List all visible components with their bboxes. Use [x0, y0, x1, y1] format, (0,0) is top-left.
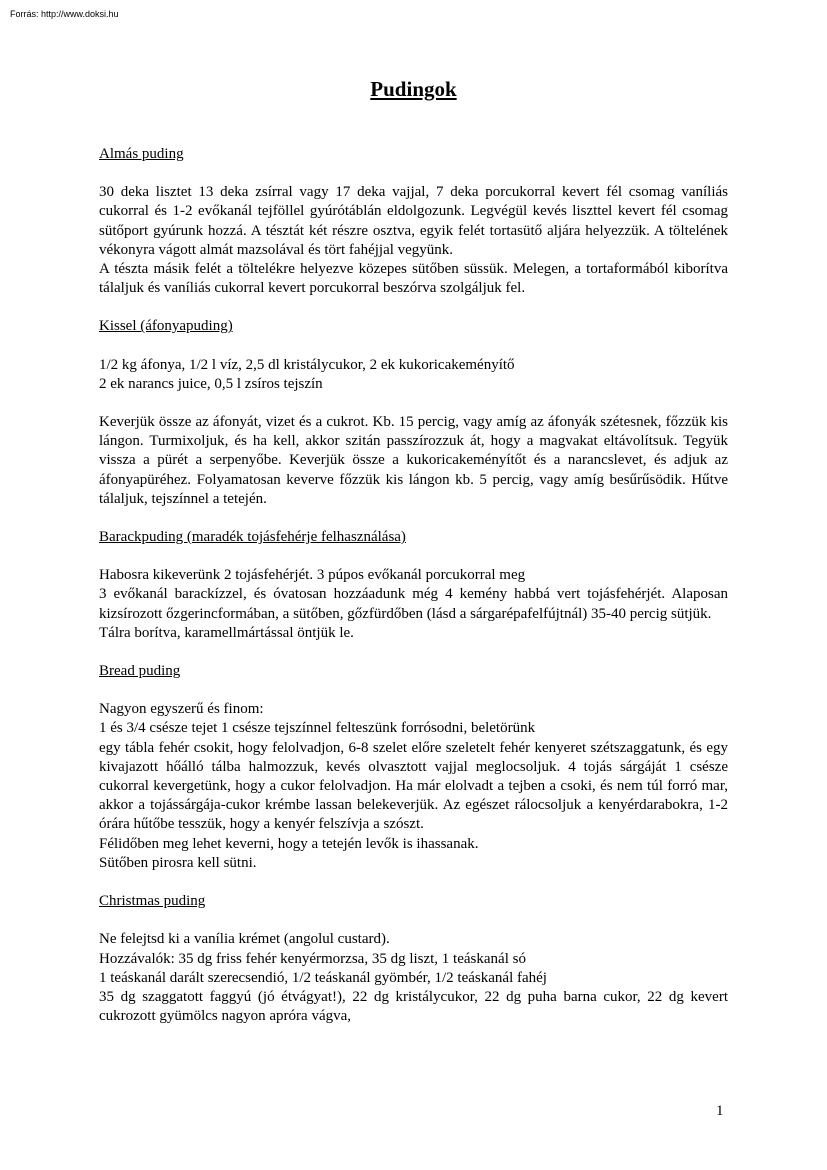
section-heading: Almás puding: [99, 146, 184, 162]
document-body: [99, 145, 728, 1026]
paragraph: 35 dg szaggatott faggyú (jó étvágyat!), 22 dg kristálycukor, 22 dg puha barna cukor, 22 dg kevert cukrozott gyümölcs nagyon apróra vágva,: [99, 988, 728, 1025]
text-line: Tálra borítva, karamellmártással öntjük le.: [99, 624, 354, 641]
section-barackpuding: [99, 528, 728, 643]
text-line: Félidőben meg lehet keverni, hogy a tetején levők is ihassanak.: [99, 835, 479, 852]
ingredient-line: 1/2 kg áfonya, 1/2 l víz, 2,5 dl kristálycukor, 2 ek kukoricakeményítő: [99, 356, 515, 373]
text-line: 1 és 3/4 csésze tejet 1 csésze tejszínnel felteszünk forrósodni, beletörünk: [99, 720, 536, 737]
section-christmas-puding: [99, 892, 728, 1026]
section-heading: Bread puding: [99, 663, 181, 680]
text-line: 1 teáskanál darált szerecsendió, 1/2 teáskanál gyömbér, 1/2 teáskanál fahéj: [99, 969, 547, 986]
page-number: 1: [716, 1103, 724, 1119]
paragraph: 3 evőkanál barackízzel, és óvatosan hozzáadunk még 4 kemény habbá vert tojásfehérjét. Alaposan kizsírozott őzgerincformában, a sütőben, gőzfürdőben (lásd a sárgarépafelfújtnál) 35-40 percig sütjük.: [99, 586, 728, 622]
section-kissel: [99, 317, 728, 509]
section-heading: Barackpuding (maradék tojásfehérje felhasználása): [99, 529, 406, 546]
text-line: Hozzávalók: 35 dg friss fehér kenyérmorzsa, 35 dg liszt, 1 teáskanál só: [99, 950, 526, 967]
text-line: Nagyon egyszerű és finom:: [99, 701, 264, 718]
source-url: Forrás: http://www.doksi.hu: [10, 9, 119, 19]
text-line: Ne felejtsd ki a vanília krémet (angolul custard).: [99, 931, 390, 948]
text-line: Sütőben pirosra kell sütni.: [99, 854, 257, 871]
paragraph: 30 deka lisztet 13 deka zsírral vagy 17 deka vajjal, 7 deka porcukorral kevert fél csomag vaníliás cukorral és 1-2 evőkanál tejföllel gyúrótáblán eldolgozunk. Legvégül kevés liszttel kevert fél csomag sütőport gyúrunk hozzá. A tésztát két részre osztva, egyik felét tortasütő aljára helyezzük. A töltelének vékonyra vágott almát mazsolával és tört fahéjjal vegyünk.: [99, 184, 728, 258]
paragraph: egy tábla fehér csokit, hogy felolvadjon, 6-8 szelet előre szeletelt fehér kenyeret szétszaggatunk, és egy kivajazott hőálló tálba halmozzuk, kevés olvasztott vajjal meglocsoljuk. 4 tojás sárgáját 1 csésze cukorral kevergetünk, hogy a cukor felolvadjon. Ha már elolvadt a tejben a csoki, és nem túl forró mar, akkor a tojássárgája-cukor krémbe lassan belekeverjük. Az egészet rálocsoljuk a kenyérdarabokra, 1-2 órára hűtőbe tesszük, hogy a kenyér felszívja a szószt.: [99, 739, 728, 833]
section-heading: Kissel (áfonyapuding): [99, 318, 233, 335]
section-bread-puding: [99, 662, 728, 873]
page-title: Pudingok: [370, 77, 457, 101]
section-almas-puding: [99, 145, 728, 298]
ingredient-line: 2 ek narancs juice, 0,5 l zsíros tejszín: [99, 375, 323, 392]
section-heading: Christmas puding: [99, 893, 206, 910]
paragraph: A tészta másik felét a töltelékre helyezve közepes sütőben süssük. Melegen, a tortaformából kiborítva tálaljuk és vaníliás cukorral kevert porcukorral beszórva szolgáljuk fel.: [99, 261, 728, 297]
text-line: Habosra kikeverünk 2 tojásfehérjét. 3 púpos evőkanál porcukorral meg: [99, 567, 526, 584]
paragraph: Keverjük össze az áfonyát, vizet és a cukrot. Kb. 15 percig, vagy amíg az áfonyák szétesnek, főzzük kis lángon. Turmixoljuk, és ha kell, akkor szitán passzírozzuk át, hogy a magvakat eltávolítsuk. Tegyük vissza a pürét a serpenyőbe. Keverjük össze a kukoricakeményítőt és a narancslevet, és adjuk az áfonyapüréhez. Folyamatosan keverve főzzük kis lángon kb. 5 percig, vagy amíg besűrűsödik. Hűtve tálaljuk, tejszínnel a tetején.: [99, 414, 728, 507]
